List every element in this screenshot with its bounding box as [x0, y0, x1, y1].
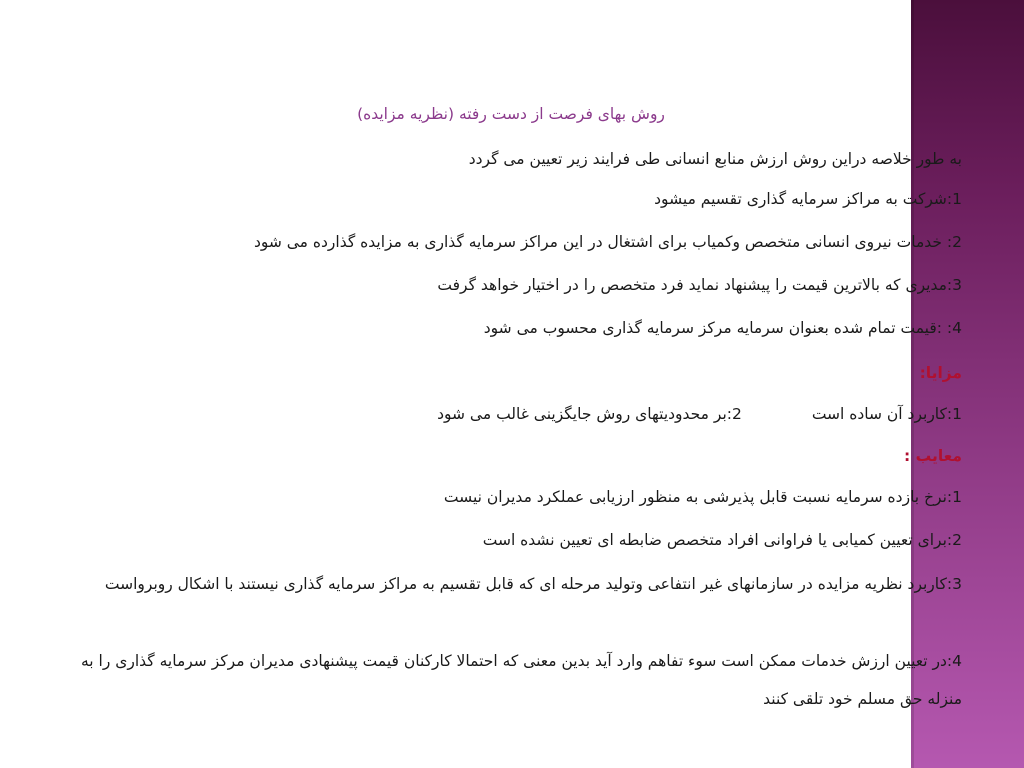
step-2: 2: خدمات نیروی انسانی متخصص وکمیاب برای اشتغال در این مراکز سرمایه گذاری به مزایده گذارده می شود: [253, 233, 962, 251]
disadvantage-1: 1:نرخ بازده سرمایه نسبت قابل پذیرشی به منظور ارزیابی عملکرد مدیران نیست: [443, 488, 962, 506]
intro-text: به طور خلاصه دراین روش ارزش منابع انسانی طی فرایند زیر تعیین می گردد: [468, 150, 962, 168]
advantage-2: 2:بر محدودیتهای روش جایگزینی غالب می شود: [437, 405, 742, 423]
slide-title: روش بهای فرصت از دست رفته (نظریه مزایده): [357, 105, 665, 123]
step-3: 3:مدیری که بالاترین قیمت را پیشنهاد نماید فرد متخصص را در اختیار خواهد گرفت: [437, 276, 962, 294]
advantages-row: [60, 403, 962, 425]
step-1: 1:شرکت به مراکز سرمایه گذاری تقسیم میشود: [654, 190, 962, 208]
disadvantage-4: 4:در تعیین ارزش خدمات ممکن است سوء تفاهم وارد آید بدین معنی که احتمالا کارکنان قیمت پیشنهادی مدیران مرکز سرمایه گذاری را به منزله حق مسلم خود تلقی کنند: [80, 652, 962, 708]
advantages-heading: مزایا:: [919, 364, 962, 382]
disadvantages-heading: معایب :: [904, 447, 962, 465]
disadvantage-2: 2:برای تعیین کمیابی یا فراوانی افراد متخصص ضابطه ای تعیین نشده است: [482, 531, 962, 549]
step-4: 4: :قیمت تمام شده بعنوان سرمایه مرکز سرمایه گذاری محسوب می شود: [483, 319, 962, 337]
disadvantage-3: 3:کاربرد نظریه مزایده در سازمانهای غیر انتفاعی وتولید مرحله ای که قابل تقسیم به مراکز سرمایه گذاری نیستند با اشکال روبرواست: [104, 575, 962, 593]
slide-content: [60, 0, 962, 768]
advantage-1: 1:کاربرد آن ساده است: [811, 405, 962, 423]
